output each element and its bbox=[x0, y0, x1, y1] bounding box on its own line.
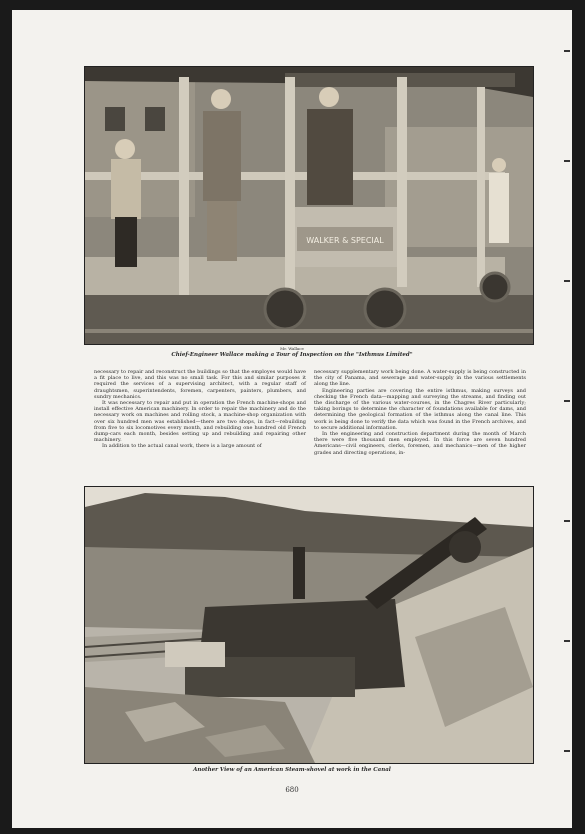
edge-scan-marks bbox=[564, 50, 570, 810]
paragraph: Engineering parties are covering the entire isthmus, making surveys and checking the French data—mapping and surveying the streams, and finding out the discharge of the various water-courses, in the Chagres River particularly; taking borings to determine the character of foundations available for dams, and determining the geological formation of the isthmus along the canal line. This work is being done to verify the data which was found in the French archives, and to secure additional information. bbox=[314, 387, 526, 431]
paragraph: In the engineering and construction department during the month of March there were five thousand men employed. In this force are seven hundred Americans—civil engineers, clerks, foremen, and mechanics—men of the higher grades and directing operations, in- bbox=[314, 431, 526, 456]
steam-shovel-photo bbox=[84, 486, 534, 764]
photo-caption-bottom: Another View of an American Steam-shovel at work in the Canal bbox=[193, 767, 391, 773]
photo-credit: Mr. Wallace bbox=[280, 346, 304, 351]
article-left-column bbox=[94, 369, 306, 481]
photo-caption-top: Chief-Engineer Wallace making a Tour of Inspection on the "Isthmus Limited" bbox=[171, 352, 413, 358]
inspection-car-photo bbox=[84, 66, 534, 345]
car-sign-text: WALKER & SPECIAL bbox=[306, 236, 384, 245]
article-right-column bbox=[314, 369, 526, 481]
paragraph: necessary to repair and reconstruct the buildings so that the employes would have a fit place to live, and this was no small task. For this and similar purposes it required the services of a supervising architect, with a regular staff of draughtsmen, superintendents, foremen, carpenters, painters, plumbers, and sundry mechanics. bbox=[94, 369, 306, 400]
article-body bbox=[94, 369, 526, 481]
paragraph: In addition to the actual canal work, there is a large amount of bbox=[102, 443, 262, 450]
page-number: 680 bbox=[285, 786, 299, 794]
paragraph: necessary supplementary work being done. A water-supply is being constructed in the city of Panama, and sewerage and water-supply in the various settlements along the line. bbox=[314, 369, 526, 388]
document-page bbox=[12, 10, 572, 828]
paragraph: It was necessary to repair and put in operation the French machine-shops and install effective American machinery. In order to repair the machinery and do the necessary work on machines and rolling stock, a machine-shop organization with over six hundred men was established—there are two shops, in fact—rebuilding from five to six locomotives every month, and rebuilding one hundred old French dump-cars each month, besides setting up and rebuilding and repairing other machinery. bbox=[94, 400, 306, 444]
